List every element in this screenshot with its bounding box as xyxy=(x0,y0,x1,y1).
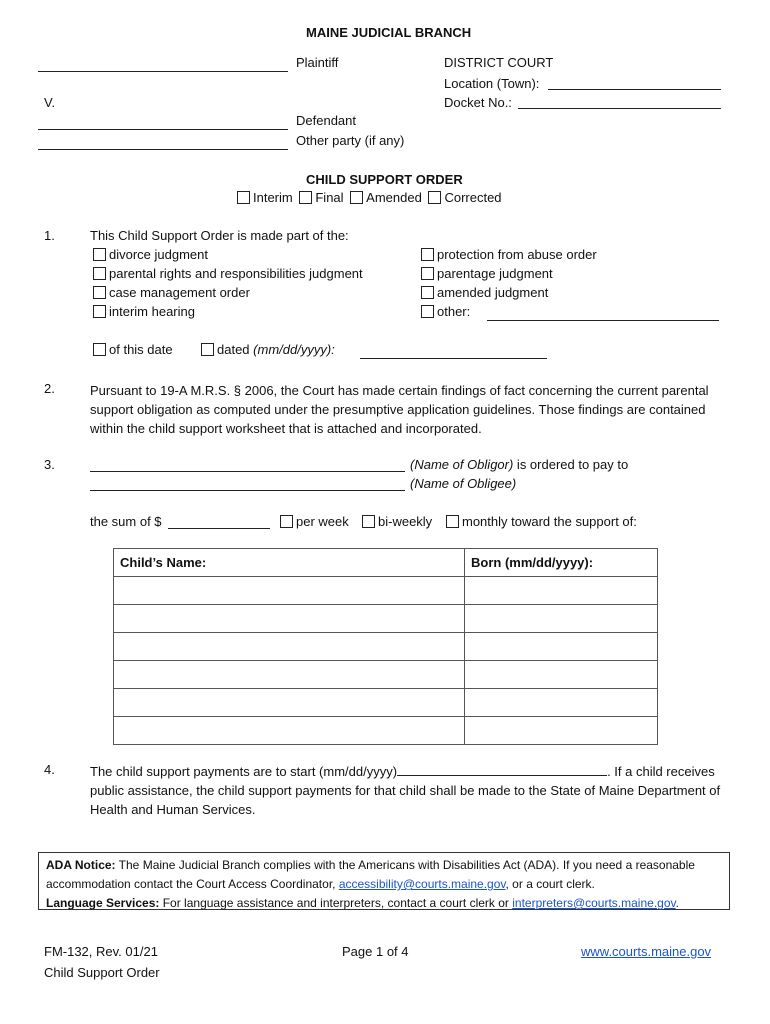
language-text: For language assistance and interpreters, contact a court clerk or xyxy=(159,896,513,910)
case-mgmt-checkbox[interactable] xyxy=(93,286,106,299)
form-name: Child Support Order xyxy=(44,965,160,980)
of-this-date-option[interactable] xyxy=(93,342,173,357)
dated-format: (mm/dd/yyyy): xyxy=(253,342,335,357)
born-cell[interactable] xyxy=(465,577,658,605)
section-1-number: 1. xyxy=(44,228,55,243)
obligee-line[interactable] xyxy=(90,490,405,491)
table-row xyxy=(114,717,658,745)
accessibility-email-link[interactable]: accessibility@courts.maine.gov xyxy=(338,877,506,891)
pfa-label: protection from abuse order xyxy=(437,247,597,262)
other-party-line[interactable] xyxy=(38,149,288,150)
sum-label: the sum of $ xyxy=(90,514,162,529)
interim-hearing-option[interactable] xyxy=(93,304,195,319)
other-checkbox[interactable] xyxy=(421,305,434,318)
of-this-date-label: of this date xyxy=(109,342,173,357)
ada-text: The Maine Judicial Branch complies with the Americans with Disabilities Act (ADA). If you need a reasonable accommodation contact the Court Access Coordinator, xyxy=(46,858,695,891)
parentage-option[interactable] xyxy=(421,266,553,281)
prr-label: parental rights and responsibilities judgment xyxy=(109,266,363,281)
child-name-cell[interactable] xyxy=(114,577,465,605)
page-number: Page 1 of 4 xyxy=(342,944,409,959)
dated-label: dated xyxy=(217,342,250,357)
interim-label: Interim xyxy=(253,190,293,205)
order-title: CHILD SUPPORT ORDER xyxy=(306,172,463,187)
obligor-text xyxy=(410,457,628,472)
section-3-number: 3. xyxy=(44,457,55,472)
child-name-cell[interactable] xyxy=(114,689,465,717)
other-party-label: Other party (if any) xyxy=(296,133,405,148)
pfa-checkbox[interactable] xyxy=(421,248,434,261)
website-link[interactable]: www.courts.maine.gov xyxy=(581,944,712,959)
form-number: FM-132, Rev. 01/21 xyxy=(44,944,158,959)
dated-line[interactable] xyxy=(360,358,547,359)
final-label: Final xyxy=(315,190,344,205)
per-week-checkbox[interactable] xyxy=(280,515,293,528)
born-cell[interactable] xyxy=(465,633,658,661)
child-name-cell[interactable] xyxy=(114,605,465,633)
bi-weekly-checkbox[interactable] xyxy=(362,515,375,528)
interim-hearing-checkbox[interactable] xyxy=(93,305,106,318)
obligor-label: (Name of Obligor) xyxy=(410,457,514,472)
interim-hearing-label: interim hearing xyxy=(109,304,195,319)
other-line[interactable] xyxy=(487,320,719,321)
location-label: Location (Town): xyxy=(444,76,540,91)
born-header: Born (mm/dd/yyyy): xyxy=(465,549,658,577)
ordered-label: is ordered to pay to xyxy=(513,457,629,472)
ada-label: ADA Notice: xyxy=(46,858,116,872)
divorce-option[interactable] xyxy=(93,247,208,262)
section-4-rest: . If a child receives public assistance, the child support payments for that child shall be made to the State of Maine Department of Health and Human Services. xyxy=(90,764,721,817)
children-table xyxy=(113,548,658,745)
bi-weekly-label: bi-weekly xyxy=(378,514,433,529)
monthly-label: monthly toward the support of: xyxy=(462,514,637,529)
child-name-cell[interactable] xyxy=(114,717,465,745)
location-line[interactable] xyxy=(548,89,721,90)
born-cell[interactable] xyxy=(465,605,658,633)
of-this-date-checkbox[interactable] xyxy=(93,343,106,356)
case-mgmt-option[interactable] xyxy=(93,285,250,300)
section-1-intro: This Child Support Order is made part of the: xyxy=(90,228,349,243)
final-checkbox[interactable] xyxy=(299,191,312,204)
child-name-cell[interactable] xyxy=(114,661,465,689)
amended-judgment-label: amended judgment xyxy=(437,285,549,300)
case-mgmt-label: case management order xyxy=(109,285,250,300)
per-week-label: per week xyxy=(296,514,349,529)
versus-label: V. xyxy=(44,95,56,110)
amended-label: Amended xyxy=(366,190,422,205)
plaintiff-label: Plaintiff xyxy=(296,55,339,70)
born-cell[interactable] xyxy=(465,661,658,689)
bi-weekly-option[interactable] xyxy=(362,514,432,529)
order-type-options xyxy=(237,190,502,205)
divorce-label: divorce judgment xyxy=(109,247,208,262)
ada-notice-box xyxy=(38,852,730,910)
docket-label: Docket No.: xyxy=(444,95,512,110)
court-name: DISTRICT COURT xyxy=(444,55,554,70)
pfa-option[interactable] xyxy=(421,247,597,262)
prr-checkbox[interactable] xyxy=(93,267,106,280)
dated-option[interactable] xyxy=(201,342,335,357)
monthly-option[interactable] xyxy=(446,514,637,529)
interpreters-email-link[interactable]: interpreters@courts.maine.gov xyxy=(512,896,676,910)
start-date-line[interactable] xyxy=(397,763,607,776)
branch-title: MAINE JUDICIAL BRANCH xyxy=(306,25,472,40)
language-label: Language Services: xyxy=(46,896,160,910)
table-row xyxy=(114,633,658,661)
born-cell[interactable] xyxy=(465,689,658,717)
prr-option[interactable] xyxy=(93,266,363,281)
language-end: . xyxy=(675,896,679,910)
parentage-checkbox[interactable] xyxy=(421,267,434,280)
per-week-option[interactable] xyxy=(280,514,349,529)
amended-judgment-option[interactable] xyxy=(421,285,548,300)
table-header-row xyxy=(114,549,658,577)
monthly-checkbox[interactable] xyxy=(446,515,459,528)
obligee-label: (Name of Obligee) xyxy=(410,476,517,491)
interim-checkbox[interactable] xyxy=(237,191,250,204)
child-name-header: Child’s Name: xyxy=(114,549,465,577)
corrected-label: Corrected xyxy=(444,190,502,205)
born-cell[interactable] xyxy=(465,717,658,745)
defendant-label: Defendant xyxy=(296,113,356,128)
amended-judgment-checkbox[interactable] xyxy=(421,286,434,299)
table-row xyxy=(114,605,658,633)
child-name-cell[interactable] xyxy=(114,633,465,661)
amended-checkbox[interactable] xyxy=(350,191,363,204)
divorce-checkbox[interactable] xyxy=(93,248,106,261)
table-row xyxy=(114,689,658,717)
parentage-label: parentage judgment xyxy=(437,266,553,281)
ada-end: , or a court clerk. xyxy=(505,877,595,891)
section-4-text xyxy=(90,762,735,819)
section-2-number: 2. xyxy=(44,381,55,396)
table-row xyxy=(114,577,658,605)
sum-line[interactable] xyxy=(168,528,270,529)
plaintiff-line[interactable] xyxy=(38,71,288,72)
section-2-text: Pursuant to 19-A M.R.S. § 2006, the Court has made certain findings of fact concerning the current parental support obligation as computed under the presumptive application guidelines. Those findings are contained within the child support worksheet that is attached and incorporated. xyxy=(90,383,709,436)
section-4-number: 4. xyxy=(44,762,55,777)
start-label: The child support payments are to start (mm/dd/yyyy) xyxy=(90,764,398,779)
obligor-line[interactable] xyxy=(90,471,405,472)
docket-line[interactable] xyxy=(518,108,721,109)
defendant-line[interactable] xyxy=(38,129,288,130)
other-option[interactable] xyxy=(421,304,470,319)
dated-checkbox[interactable] xyxy=(201,343,214,356)
other-label: other: xyxy=(437,304,471,319)
corrected-checkbox[interactable] xyxy=(428,191,441,204)
table-row xyxy=(114,661,658,689)
